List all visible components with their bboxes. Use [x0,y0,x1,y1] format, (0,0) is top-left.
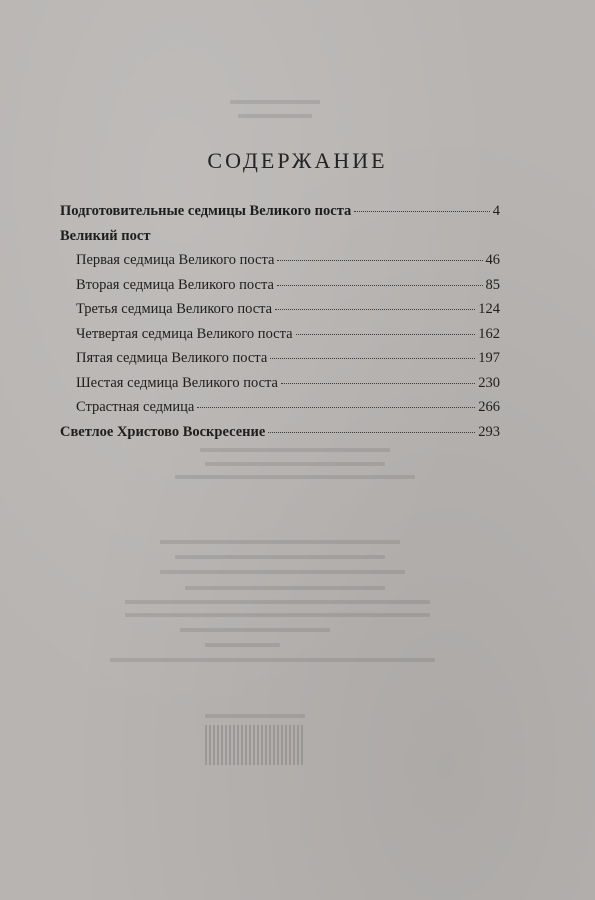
dot-leader [277,260,482,261]
toc-entry-page-number: 266 [478,399,500,415]
toc-entry-page-number: 162 [478,325,500,342]
toc-entry-title: Первая седмица Великого поста [76,252,275,268]
toc-entry-title: Подготовительные седмицы Великого поста [60,203,352,219]
toc-entry-title: Четвертая седмица Великого поста [76,325,293,342]
toc-entry [60,399,500,424]
dot-leader [281,383,475,384]
toc-entry-title: Великий пост [60,227,151,244]
table-of-contents [60,203,500,448]
toc-entry [60,375,500,400]
dot-leader [296,334,476,335]
toc-entry [60,326,500,351]
toc-entry [60,301,500,326]
toc-entry-title: Светлое Христово Воскресение [60,423,266,440]
toc-entry-title: Вторая седмица Великого поста [76,276,274,293]
dot-leader [277,285,483,286]
dot-leader [270,358,475,359]
toc-entry [60,424,500,449]
page-title: СОДЕРЖАНИЕ [207,148,388,173]
toc-entry-title: Пятая седмица Великого поста [76,350,268,366]
toc-entry-page-number: 197 [478,350,500,366]
toc-entry-page-number: 124 [478,301,500,317]
toc-entry [60,252,500,277]
toc-entry-page-number: 46 [485,252,500,268]
toc-entry [60,350,500,375]
toc-entry-page-number: 85 [485,276,500,293]
toc-entry-title: Шестая седмица Великого поста [76,374,278,391]
dot-leader [275,309,475,310]
toc-entry-title: Третья седмица Великого поста [76,301,273,317]
toc-entry [60,203,500,228]
toc-entry-page-number: 230 [478,374,500,391]
dot-leader [354,211,489,212]
dot-leader [197,407,475,408]
toc-entry [60,228,500,253]
toc-entry-page-number: 293 [478,423,500,440]
toc-entry [60,277,500,302]
toc-entry-title: Страстная седмица [76,399,195,415]
dot-leader [268,432,475,433]
toc-entry-page-number: 4 [492,203,500,219]
